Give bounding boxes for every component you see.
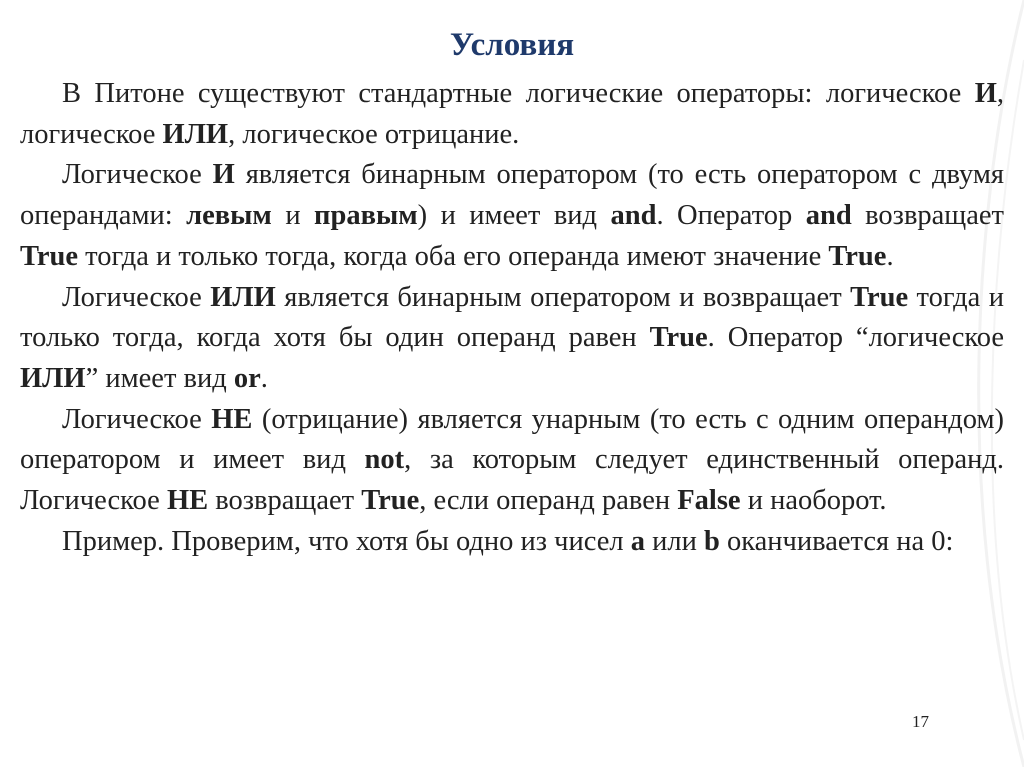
page-number: 17 [912,712,929,731]
bold-text: И [212,159,235,191]
text-run: В Питоне существуют стандартные логические операторы: логическое [62,78,975,109]
text-run: . [260,362,268,394]
text-run: , логическое отрицание. [228,118,520,150]
text-run: тогда и только тогда, когда хотя бы один операнд равен [20,281,1004,354]
text-run: Логическое [62,403,212,435]
text-run: , за которым следует единственный операнд. Логическое [20,444,1004,517]
text-run: или [645,525,704,557]
bold-text: ИЛИ [162,118,229,150]
text-run: Пример. Проверим, что хотя бы одно из чисел [62,525,631,557]
text-run: . Оператор “логическое [707,322,1004,354]
bold-text: True [20,240,79,272]
text-run: (отрицание) является унарным (то есть с одним операндом) оператором и имеет вид [20,403,1004,476]
bold-text: True [828,240,887,272]
text-run: Логическое [62,281,211,313]
text-run: является бинарным оператором (то есть оператором с двумя операндами: [20,159,1004,232]
text-run: , если операнд равен [419,485,678,517]
text-run: ” имеет вид [85,362,234,394]
bold-text: a [630,525,646,557]
paragraph [20,278,1004,400]
text-run: . Оператор [656,200,806,232]
bold-text: and [805,200,852,232]
text-run: Логическое [62,159,213,191]
bold-text: or [233,362,261,394]
paragraph [20,522,1004,563]
bold-text: НЕ [211,403,253,435]
bold-text: and [610,200,657,232]
bold-text: True [649,322,708,354]
bold-text: правым [314,200,418,232]
bold-text: True [850,281,909,313]
text-run: ) и имеет вид [417,200,611,232]
slide-body [20,74,1004,562]
text-run: возвращает [851,200,1004,232]
bold-text: ИЛИ [20,362,86,394]
text-run: . [886,240,894,272]
bold-text: True [361,485,420,517]
text-run: , логическое [20,78,1004,150]
bold-text: ИЛИ [210,281,276,313]
bold-text: И [974,78,997,109]
text-run: возвращает [208,485,362,517]
bold-text: not [364,444,405,476]
text-run: тогда и только тогда, когда оба его операнда имеют значение [78,240,829,272]
bold-text: False [677,485,741,517]
text-run: и наоборот. [740,485,887,517]
slide-title: Условия [449,27,575,63]
text-run: является бинарным оператором и возвращает [275,281,851,313]
bold-text: НЕ [166,485,209,517]
text-run: и [271,200,315,232]
bold-text: b [704,525,720,557]
paragraph [20,400,1004,522]
paragraph [20,155,1004,277]
bold-text: левым [186,200,272,232]
paragraph [20,74,1004,155]
text-run: оканчивается на 0: [719,525,954,557]
